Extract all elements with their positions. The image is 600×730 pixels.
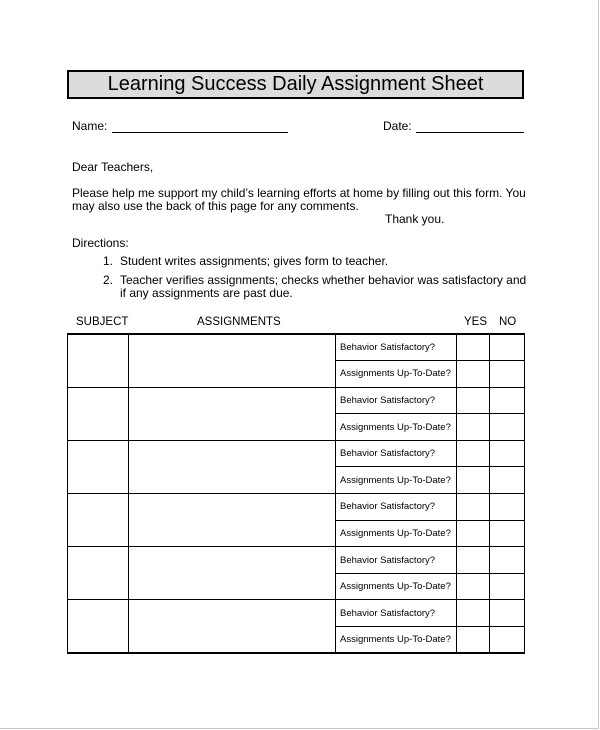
- behavior-no-box[interactable]: [490, 334, 525, 361]
- assignment-table: [67, 333, 525, 654]
- subject-cell[interactable]: [68, 494, 129, 547]
- assignments-cell[interactable]: [129, 600, 336, 653]
- greeting: Dear Teachers,: [72, 160, 154, 174]
- assignments-yes-box[interactable]: [457, 573, 490, 600]
- assignments-yes-box[interactable]: [457, 414, 490, 441]
- page-title: [67, 70, 524, 99]
- directions-heading: Directions:: [72, 236, 129, 250]
- behavior-yes-box[interactable]: [457, 600, 490, 627]
- subject-cell[interactable]: [68, 334, 129, 387]
- behavior-no-box[interactable]: [490, 600, 525, 627]
- behavior-no-box[interactable]: [490, 387, 525, 414]
- date-field[interactable]: [416, 132, 524, 133]
- behavior-no-box[interactable]: [490, 547, 525, 574]
- table-row: [68, 600, 525, 627]
- behavior-yes-box[interactable]: [457, 440, 490, 467]
- assignments-no-box[interactable]: [490, 361, 525, 388]
- header-yes: YES: [464, 316, 488, 328]
- table-row: [68, 334, 525, 361]
- behavior-no-box[interactable]: [490, 440, 525, 467]
- direction-text-continued: if any assignments are past due.: [120, 286, 293, 300]
- assignments-cell[interactable]: [129, 387, 336, 440]
- direction-item-2: [103, 274, 543, 300]
- header-assignments: ASSIGNMENTS: [197, 316, 281, 328]
- assignments-yes-box[interactable]: [457, 467, 490, 494]
- subject-cell[interactable]: [68, 600, 129, 653]
- assignments-question: Assignments Up-To-Date?: [336, 573, 457, 600]
- assignments-question: Assignments Up-To-Date?: [336, 361, 457, 388]
- assignments-question: Assignments Up-To-Date?: [336, 414, 457, 441]
- date-label: Date:: [383, 119, 412, 133]
- assignments-cell[interactable]: [129, 440, 336, 493]
- assignments-yes-box[interactable]: [457, 361, 490, 388]
- behavior-no-box[interactable]: [490, 494, 525, 521]
- direction-item-1: [103, 255, 543, 268]
- behavior-question: Behavior Satisfactory?: [336, 440, 457, 467]
- subject-cell[interactable]: [68, 387, 129, 440]
- assignments-cell[interactable]: [129, 547, 336, 600]
- behavior-yes-box[interactable]: [457, 547, 490, 574]
- table-row: [68, 494, 525, 521]
- assignments-cell[interactable]: [129, 494, 336, 547]
- assignments-no-box[interactable]: [490, 414, 525, 441]
- direction-number: 1.: [103, 254, 114, 268]
- assignments-yes-box[interactable]: [457, 520, 490, 547]
- table-row: [68, 387, 525, 414]
- behavior-question: Behavior Satisfactory?: [336, 547, 457, 574]
- table-row: [68, 440, 525, 467]
- assignments-cell[interactable]: [129, 334, 336, 387]
- assignments-question: Assignments Up-To-Date?: [336, 520, 457, 547]
- behavior-question: Behavior Satisfactory?: [336, 334, 457, 361]
- letter-body-line-2: may also use the back of this page for any comments.: [72, 199, 359, 213]
- behavior-yes-box[interactable]: [457, 387, 490, 414]
- name-field[interactable]: [112, 132, 288, 133]
- assignments-question: Assignments Up-To-Date?: [336, 627, 457, 654]
- closing: Thank you.: [385, 212, 445, 226]
- letter-body-line-1: Please help me support my child’s learning efforts at home by filling out this form. You: [72, 186, 526, 200]
- name-label: Name:: [72, 119, 108, 133]
- table-row: [68, 547, 525, 574]
- assignments-no-box[interactable]: [490, 520, 525, 547]
- subject-cell[interactable]: [68, 440, 129, 493]
- assignments-question: Assignments Up-To-Date?: [336, 467, 457, 494]
- behavior-question: Behavior Satisfactory?: [336, 494, 457, 521]
- assignments-no-box[interactable]: [490, 467, 525, 494]
- assignments-yes-box[interactable]: [457, 627, 490, 654]
- behavior-yes-box[interactable]: [457, 494, 490, 521]
- page-title-text: Learning Success Daily Assignment Sheet: [107, 73, 484, 95]
- direction-number: 2.: [103, 273, 114, 287]
- subject-cell[interactable]: [68, 547, 129, 600]
- behavior-question: Behavior Satisfactory?: [336, 387, 457, 414]
- direction-text: Student writes assignments; gives form to teacher.: [120, 254, 389, 268]
- assignments-no-box[interactable]: [490, 627, 525, 654]
- behavior-yes-box[interactable]: [457, 334, 490, 361]
- header-subject: SUBJECT: [76, 316, 129, 328]
- header-no: NO: [499, 316, 517, 328]
- behavior-question: Behavior Satisfactory?: [336, 600, 457, 627]
- assignments-no-box[interactable]: [490, 573, 525, 600]
- direction-text: Teacher verifies assignments; checks whether behavior was satisfactory and: [120, 273, 527, 287]
